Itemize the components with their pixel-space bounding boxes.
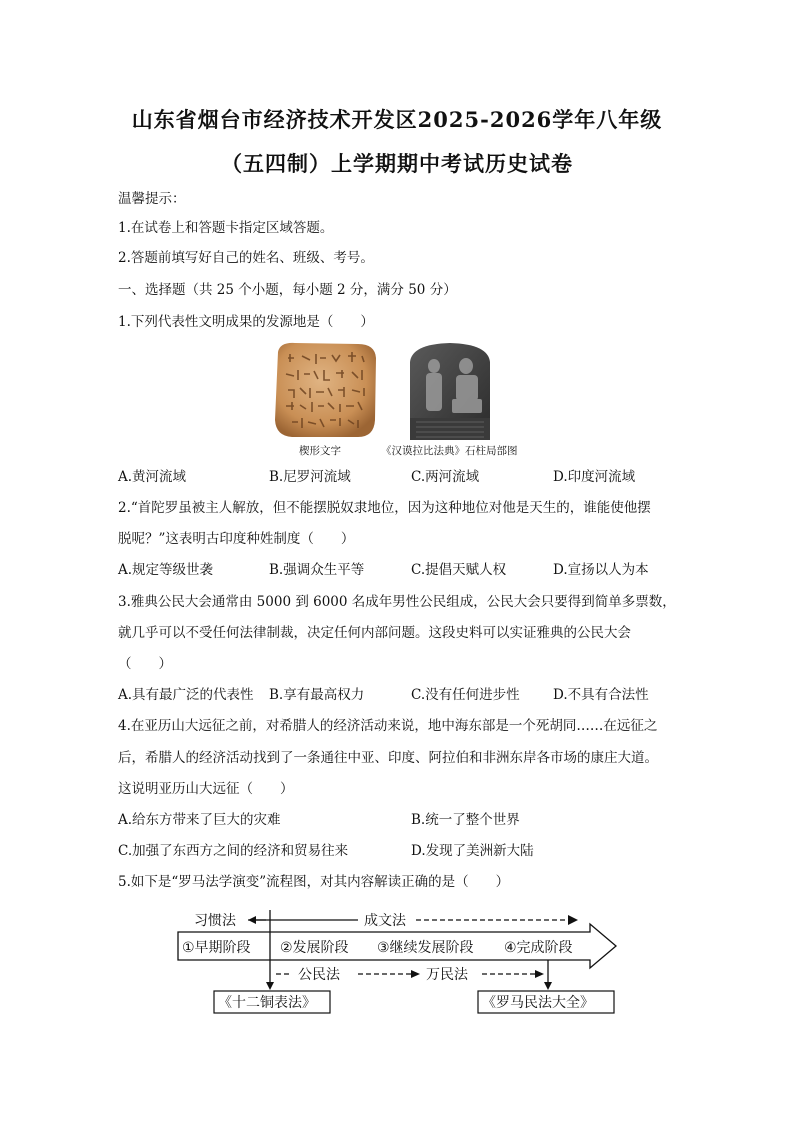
q4-option-b[interactable]: B.统一了整个世界 <box>411 812 520 828</box>
section-heading: 一、选择题（共 25 个小题，每小题 2 分，满分 50 分） <box>118 282 457 298</box>
label-customary-law: 习惯法 <box>194 913 236 929</box>
question-4-stem-2: 后，希腊人的经济活动找到了一条通往中亚、印度、阿拉伯和非洲东岸各市场的康庄大道。 <box>118 750 658 766</box>
q3-option-b[interactable]: B.享有最高权力 <box>269 687 365 703</box>
stage-1-label: ①早期阶段 <box>182 940 251 956</box>
tips-heading: 温馨提示： <box>118 191 186 207</box>
question-5-stem: 5.如下是“罗马法学演变”流程图，对其内容解读正确的是（ ） <box>118 874 510 890</box>
label-law-of-nations: 万民法 <box>426 967 468 983</box>
q4-option-d[interactable]: D.发现了美洲新大陆 <box>411 843 534 859</box>
question-1-stem: 1.下列代表性文明成果的发源地是（ ） <box>118 314 374 330</box>
arrow-head-corpus-chain <box>535 970 544 978</box>
q1-option-d[interactable]: D.印度河流域 <box>553 469 636 485</box>
arrow-head-corpus <box>544 982 552 990</box>
arrow-head-nations <box>411 970 420 978</box>
q3-option-d[interactable]: D.不具有合法性 <box>553 687 649 703</box>
q1-option-c[interactable]: C.两河流域 <box>411 469 480 485</box>
q2-option-d[interactable]: D.宣扬以人为本 <box>553 562 649 578</box>
caption-hammurabi: 《汉谟拉比法典》石柱局部图 <box>381 445 518 457</box>
tips-item-2: 2.答题前填写好自己的姓名、班级、考号。 <box>118 250 374 266</box>
question-3-stem-1: 3.雅典公民大会通常由 5000 到 6000 名成年男性公民组成，公民大会只要得到简单多票数， <box>118 594 676 610</box>
q2-option-a[interactable]: A.规定等级世袭 <box>118 562 214 578</box>
question-2-stem-2: 脱呢？”这表明古印度种姓制度（ ） <box>118 531 355 547</box>
q2-option-c[interactable]: C.提倡天赋人权 <box>411 562 507 578</box>
label-corpus-juris: 《罗马民法大全》 <box>482 995 594 1011</box>
question-3-stem-3: （ ） <box>118 656 172 672</box>
q4-option-c[interactable]: C.加强了东西方之间的经济和贸易往来 <box>118 843 349 859</box>
stage-4-label: ④完成阶段 <box>504 940 573 956</box>
cuneiform-tablet-image <box>270 340 380 440</box>
caption-cuneiform: 楔形文字 <box>299 445 341 457</box>
stage-3-label: ③继续发展阶段 <box>377 940 474 956</box>
q3-option-c[interactable]: C.没有任何进步性 <box>411 687 520 703</box>
tips-item-1: 1.在试卷上和答题卡指定区域答题。 <box>118 220 334 236</box>
page-title-line1: 山东省烟台市经济技术开发区2025-2026学年八年级 <box>131 107 663 132</box>
stage-2-label: ②发展阶段 <box>280 940 349 956</box>
arrow-head-twelve-tables <box>266 982 274 990</box>
label-civil-law: 公民法 <box>298 967 340 983</box>
q1-option-a[interactable]: A.黄河流域 <box>118 469 187 485</box>
question-4-stem-1: 4.在亚历山大远征之前，对希腊人的经济活动来说，地中海东部是一个死胡同……在远征之 <box>118 718 658 734</box>
question-4-stem-3: 这说明亚历山大远征（ ） <box>118 781 294 797</box>
question-2-stem-1: 2.“首陀罗虽被主人解放，但不能摆脱奴隶地位，因为这种地位对他是天生的，谁能使他摆 <box>118 500 651 516</box>
label-twelve-tables: 《十二铜表法》 <box>218 995 316 1011</box>
hammurabi-stele-image <box>406 342 494 440</box>
arrow-head-written <box>568 915 578 925</box>
q2-option-b[interactable]: B.强调众生平等 <box>269 562 365 578</box>
label-written-law: 成文法 <box>364 913 406 929</box>
roman-law-flowchart <box>170 900 630 1020</box>
q3-option-a[interactable]: A.具有最广泛的代表性 <box>118 687 254 703</box>
question-3-stem-2: 就几乎可以不受任何法律制裁，决定任何内部问题。这段史料可以实证雅典的公民大会 <box>118 625 631 641</box>
q1-option-b[interactable]: B.尼罗河流域 <box>269 469 351 485</box>
page-title-line2: （五四制）上学期期中考试历史试卷 <box>221 151 573 176</box>
q4-option-a[interactable]: A.给东方带来了巨大的灾难 <box>118 812 281 828</box>
